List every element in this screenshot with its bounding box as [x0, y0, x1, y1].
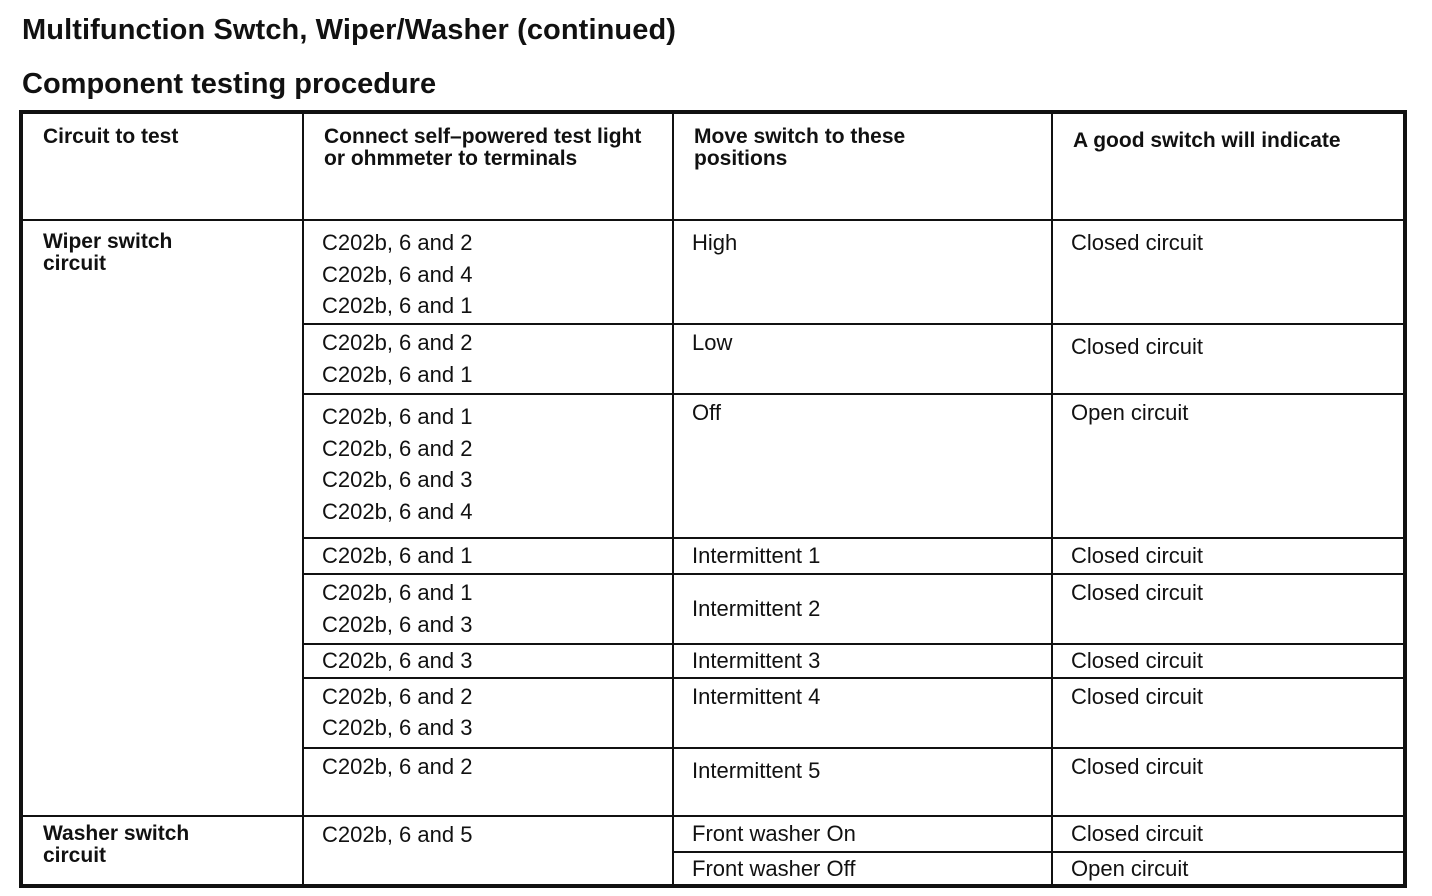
terminals-cell: C202b, 6 and 1 C202b, 6 and 3 [303, 574, 673, 644]
document-title: Multifunction Swtch, Wiper/Washer (continued) [22, 14, 677, 46]
result-cell: Closed circuit [1052, 748, 1405, 816]
header-circuit-to-test: Circuit to test [21, 112, 303, 220]
position-cell: Intermittent 5 [673, 748, 1052, 816]
terminals-cell: C202b, 6 and 5 [303, 816, 673, 887]
result-cell: Closed circuit [1052, 574, 1405, 644]
header-switch-positions: Move switch to these positions [673, 112, 1052, 220]
position-cell: Intermittent 2 [673, 574, 1052, 644]
terminals-cell: C202b, 6 and 2 [303, 748, 673, 816]
result-cell: Closed circuit [1052, 816, 1405, 852]
position-cell: Low [673, 324, 1052, 394]
terminals-cell: C202b, 6 and 2 C202b, 6 and 4 C202b, 6 and 1 [303, 220, 673, 324]
position-cell: Intermittent 4 [673, 678, 1052, 748]
section-title: Component testing procedure [22, 68, 437, 100]
wiper-switch-circuit-cell: Wiper switch circuit [21, 220, 303, 816]
result-cell: Closed circuit [1052, 538, 1405, 574]
position-cell: Intermittent 1 [673, 538, 1052, 574]
table-row [21, 220, 1405, 324]
position-cell: Intermittent 3 [673, 644, 1052, 678]
washer-switch-circuit-cell: Washer switch circuit [21, 816, 303, 887]
terminals-cell: C202b, 6 and 1 [303, 538, 673, 574]
table-row [21, 816, 1405, 852]
position-cell: Front washer On [673, 816, 1052, 852]
result-cell: Closed circuit [1052, 220, 1405, 324]
position-cell: Front washer Off [673, 852, 1052, 887]
terminals-cell: C202b, 6 and 1 C202b, 6 and 2 C202b, 6 and 3 C202b, 6 and 4 [303, 394, 673, 538]
component-testing-table [19, 110, 1407, 888]
terminals-cell: C202b, 6 and 3 [303, 644, 673, 678]
result-cell: Closed circuit [1052, 324, 1405, 394]
table-header-row [21, 112, 1405, 220]
result-cell: Open circuit [1052, 852, 1405, 887]
terminals-cell: C202b, 6 and 2 C202b, 6 and 1 [303, 324, 673, 394]
header-good-switch-indication: A good switch will indicate [1052, 112, 1405, 220]
position-cell: High [673, 220, 1052, 324]
position-cell: Off [673, 394, 1052, 538]
result-cell: Closed circuit [1052, 678, 1405, 748]
result-cell: Open circuit [1052, 394, 1405, 538]
header-connect-terminals: Connect self–powered test light or ohmmeter to terminals [303, 112, 673, 220]
result-cell: Closed circuit [1052, 644, 1405, 678]
terminals-cell: C202b, 6 and 2 C202b, 6 and 3 [303, 678, 673, 748]
